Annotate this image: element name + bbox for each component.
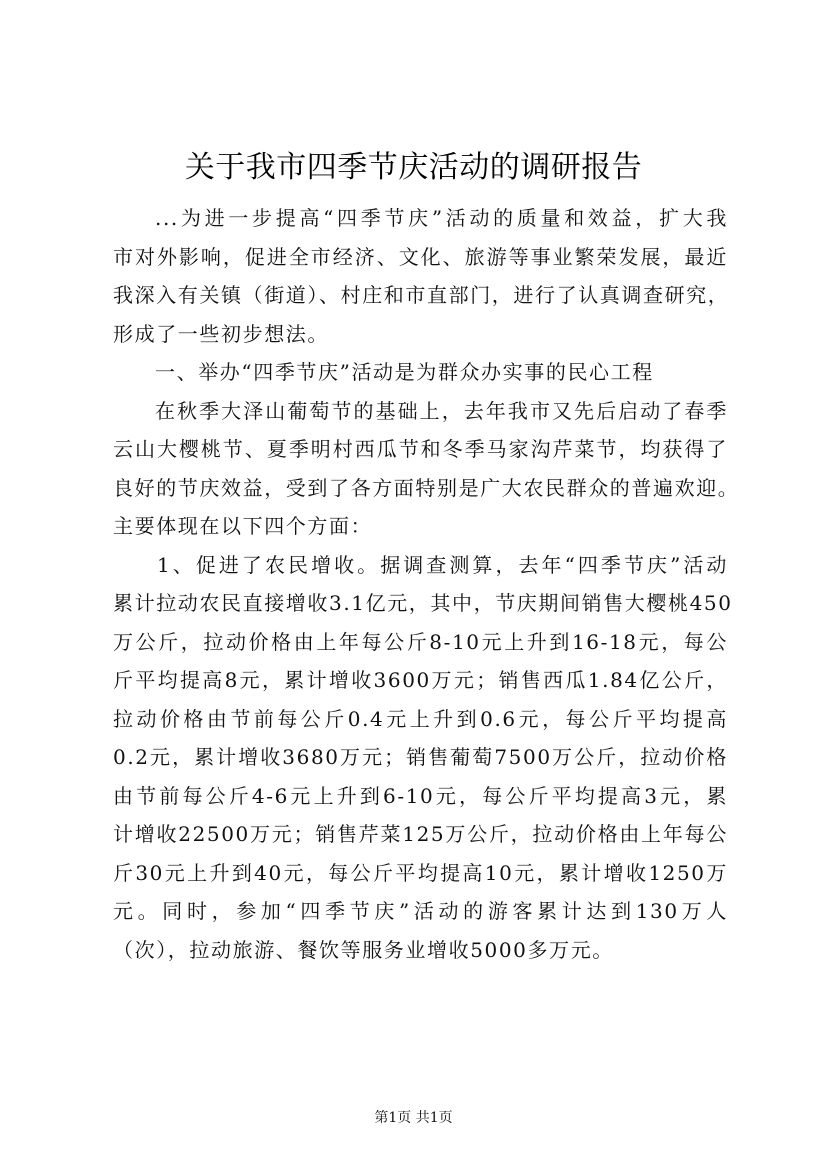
paragraph-line: 由节前每公斤4-6元上升到6-10元，每公斤平均提高3元，累 bbox=[113, 783, 728, 808]
paragraph-line: （次），拉动旅游、餐饮等服务业增收5000多万元。 bbox=[113, 937, 614, 962]
paragraph-line: 元。同时，参加“四季节庆”活动的游客累计达到130万人 bbox=[113, 899, 728, 923]
paragraph-line: 累计拉动农民直接增收3.1亿元，其中，节庆期间销售大樱桃450 bbox=[113, 591, 733, 615]
paragraph-line: 1、促进了农民增收。据调查测算，去年“四季节庆”活动 bbox=[157, 552, 728, 577]
paragraph-line: ...为进一步提高“四季节庆”活动的质量和效益，扩大我 bbox=[155, 206, 728, 230]
document-title: 关于我市四季节庆活动的调研报告 bbox=[184, 150, 643, 185]
paragraph-line: 形成了一些初步想法。 bbox=[113, 321, 329, 346]
paragraph-line: 在秋季大泽山葡萄节的基础上，去年我市又先后启动了春季 bbox=[155, 398, 728, 423]
section-heading: 一、举办“四季节庆”活动是为群众办实事的民心工程 bbox=[155, 360, 654, 384]
document-body bbox=[113, 199, 740, 969]
paragraph-line: 计增收22500万元；销售芹菜125万公斤，拉动价格由上年每公 bbox=[113, 822, 728, 846]
paragraph-line: 云山大樱桃节、夏季明村西瓜节和冬季马家沟芹菜节，均获得了 bbox=[113, 437, 728, 461]
paragraph-line: 斤平均提高8元，累计增收3600万元；销售西瓜1.84亿公斤， bbox=[113, 668, 728, 692]
paragraph-line: 我深入有关镇（街道）、村庄和市直部门，进行了认真调查研究， bbox=[113, 283, 730, 307]
paragraph-line: 市对外影响，促进全市经济、文化、旅游等事业繁荣发展，最近 bbox=[113, 244, 728, 269]
paragraph-line: 主要体现在以下四个方面： bbox=[113, 514, 373, 538]
paragraph-line: 万公斤，拉动价格由上年每公斤8-10元上升到16-18元，每公 bbox=[113, 629, 728, 654]
paragraph-line: 良好的节庆效益，受到了各方面特别是广大农民群众的普遍欢迎。 bbox=[113, 475, 740, 500]
page-footer: 第1页 共1页 bbox=[374, 1110, 453, 1126]
paragraph-line: 斤30元上升到40元，每公斤平均提高10元，累计增收1250万 bbox=[113, 860, 728, 885]
paragraph-line: 拉动价格由节前每公斤0.4元上升到0.6元，每公斤平均提高 bbox=[113, 706, 728, 731]
paragraph-line: 0.2元，累计增收3680万元；销售葡萄7500万公斤，拉动价格 bbox=[113, 745, 728, 769]
